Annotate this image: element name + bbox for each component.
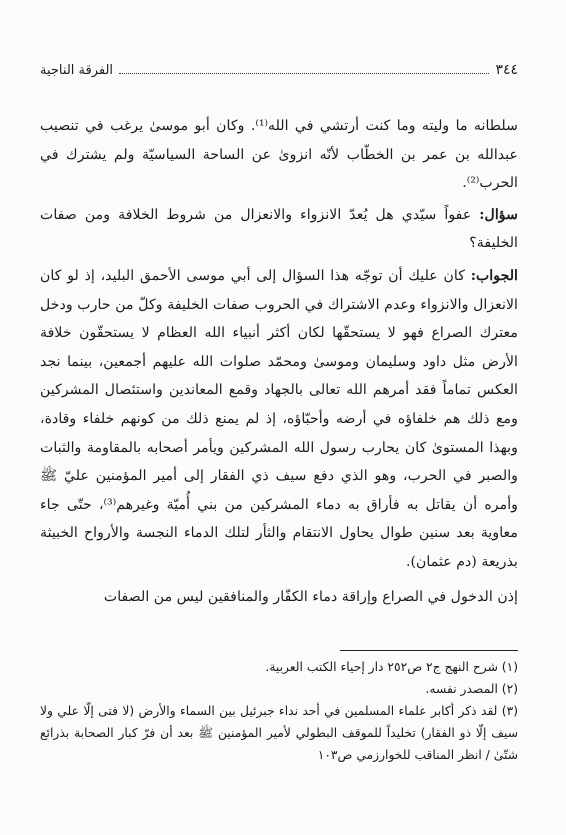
header-dotted-leader	[119, 73, 489, 74]
answer-text: كان عليك أن توجّه هذا السؤال إلى أبي موسى الأحمق البليد، إذ لو كان الانعزال والانزواء وعدم الاشتراك في الحروب صفات الخليفة وكلّ من حارب ودخل معترك الصراع فهو لا يستحقّها لكان أكثر أنبياء الله العظام لا يستحقّون خلافة الأرض مثل داود وسليمان وموسىٰ ومحمّد صلوات الله عليهم أجمعين، بينما نجد العكس تماماً فقد أمرهم الله تعالى بالجهاد وقمع المعاندين واستئصال المشركين ومع ذلك هم خلفاؤه في أرضه وأحبّاؤه، إذ لم يمنع ذلك من كونهم خلفاء وقادة، وبهذا المستوىٰ كان يحارب رسول الله المشركين ويأمر أصحابه بالمقاومة والثبات والصبر في الحرب، وهو الذي دفع سيف ذي الفقار إلى أمير المؤمنين عليّ ﷺ وأمره أن يقاتل به فأراق به دماء المشركين من بني أُميّة وغيرهم⁽³⁾، حتّى جاء معاوية بعد سنين طوال يحاول الانتقام والثأر لتلك الدماء النجسة والأرواح الخبيثة بذريعة (دم عثمان).	[40, 267, 518, 570]
question-label: سؤال:	[479, 206, 518, 223]
running-header	[40, 62, 518, 78]
paragraph-intro: سلطانه ما وليته وما كنت أرتشي في الله⁽¹⁾. وكان أبو موسىٰ يرغب في تنصيب عبدالله بن عمر بن الخطّاب لأنّه انزوىٰ عن الساحة السياسيّة ولم يشترك في الحرب⁽²⁾.	[40, 118, 518, 192]
closing-paragraph: إذن الدخول في الصراع وإراقة دماء الكفّار والمنافقين ليس من الصفات	[103, 588, 518, 605]
footnote-3: (٣) لقد ذكر أكابر علماء المسلمين في أحد نداء جبرئيل بين السماء والأرض (لا فتى إلّا علي ولا سيف إلّا ذو الفقار) تخليداً للموقف البطولي لأمير المؤمنين ﷺ بعد أن فرّ كبار الصحابة بذرائع شتّىٰ / انظر المناقب للخوارزمي ص١٠٣	[40, 704, 518, 762]
footnote-1: (١) شرح النهج ج٢ ص٢٥٢ دار إحياء الكتب العربية.	[265, 660, 518, 674]
book-title: الفرقة الناجية	[40, 63, 114, 78]
footnote-separator	[340, 650, 518, 651]
footnotes	[40, 656, 518, 766]
main-text	[40, 112, 518, 611]
question-text: عفواً سيّدي هل يُعدّ الانزواء والانعزال من شروط الخلافة ومن صفات الخليفة؟	[40, 206, 518, 252]
question-paragraph	[40, 201, 518, 258]
answer-label: الجواب:	[470, 267, 518, 284]
footnote-2: (٢) المصدر نفسه.	[425, 682, 518, 696]
answer-paragraph	[40, 262, 518, 577]
page-number: ٣٤٤	[495, 62, 518, 78]
